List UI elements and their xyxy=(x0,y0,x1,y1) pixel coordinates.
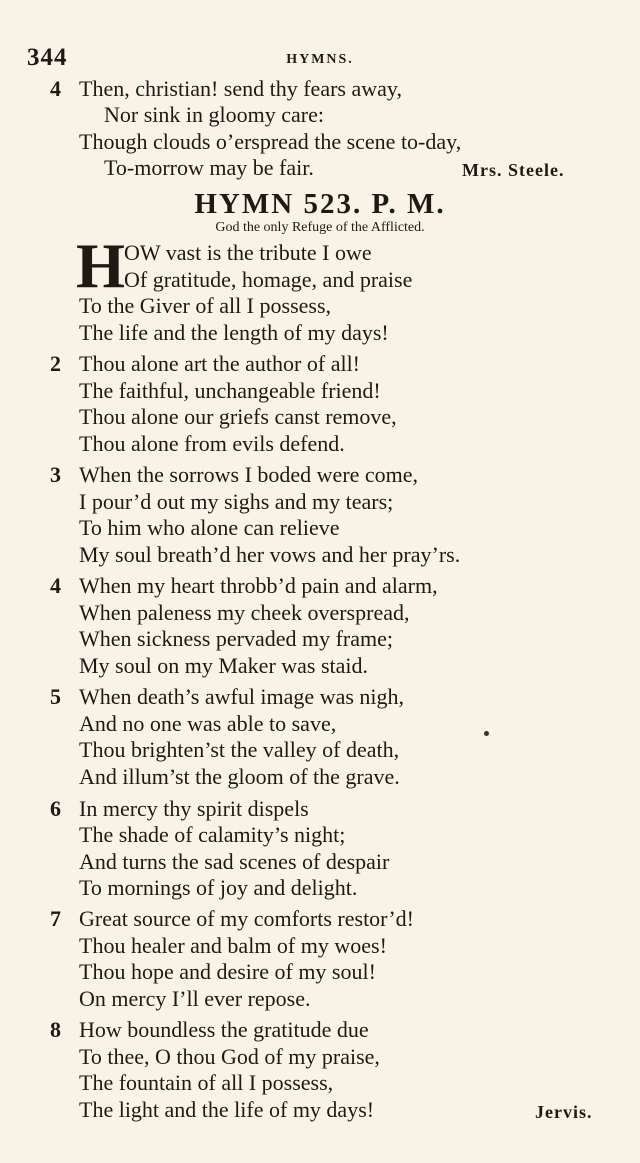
verse-line: My soul on my Maker was staid. xyxy=(79,653,369,678)
verse-line: OW vast is the tribute I owe xyxy=(124,240,372,265)
verse-line: To mornings of joy and delight. xyxy=(79,875,358,900)
verse-line: When paleness my cheek overspread, xyxy=(79,600,410,625)
verse-line: Thou alone from evils defend. xyxy=(79,431,345,456)
verse-line: And no one was able to save, xyxy=(79,711,337,736)
verse-number: 2 xyxy=(50,351,61,376)
verse-line: When sickness pervaded my frame; xyxy=(79,626,393,651)
verse-line: Of gratitude, homage, and praise xyxy=(124,267,413,292)
verse-line: To-morrow may be fair. xyxy=(104,155,314,180)
verse-line: The life and the length of my days! xyxy=(79,320,389,345)
verse-line: To the Giver of all I possess, xyxy=(79,293,332,318)
verse-line: The light and the life of my days! xyxy=(79,1097,375,1122)
author-attribution: Jervis. xyxy=(535,1102,593,1122)
verse-line: Thou hope and desire of my soul! xyxy=(79,959,376,984)
verse-line: To thee, O thou God of my praise, xyxy=(79,1044,380,1069)
verse-line: How boundless the gratitude due xyxy=(79,1017,369,1042)
verse-line: Thou brighten’st the valley of death, xyxy=(79,737,400,762)
hymn-title: HYMN 523. P. M. xyxy=(194,188,446,220)
verse-line: When death’s awful image was nigh, xyxy=(79,684,405,709)
page-header xyxy=(0,44,640,74)
verse-line: Nor sink in gloomy care: xyxy=(104,102,324,127)
verse-number: 4 xyxy=(50,76,61,101)
verse-line: When my heart throbb’d pain and alarm, xyxy=(79,573,438,598)
hymn-subtitle: God the only Refuge of the Afflicted. xyxy=(215,220,425,235)
running-head: HYMNS. xyxy=(286,52,354,67)
verse-number: 4 xyxy=(50,573,61,598)
verse-line: Great source of my comforts restor’d! xyxy=(79,906,414,931)
verse-line: Thou healer and balm of my woes! xyxy=(79,933,387,958)
verse-line: The shade of calamity’s night; xyxy=(79,822,346,847)
verse-line: Though clouds o’erspread the scene to-day, xyxy=(79,129,462,154)
verse-line: Thou alone our griefs canst remove, xyxy=(79,404,397,429)
verse-line: And turns the sad scenes of despair xyxy=(79,849,390,874)
drop-cap: H xyxy=(76,231,126,301)
verse-line: When the sorrows I boded were come, xyxy=(79,462,419,487)
ink-speck xyxy=(484,731,489,736)
verse-line: And illum’st the gloom of the grave. xyxy=(79,764,400,789)
verse-line: To him who alone can relieve xyxy=(79,515,340,540)
page-number: 344 xyxy=(27,44,68,71)
verse-line: In mercy thy spirit dispels xyxy=(79,796,309,821)
verse-number: 8 xyxy=(50,1017,61,1042)
verse-line: The fountain of all I possess, xyxy=(79,1070,334,1095)
verse-line: Then, christian! send thy fears away, xyxy=(79,76,402,101)
verse-line: My soul breath’d her vows and her pray’rs. xyxy=(79,542,461,567)
author-attribution: Mrs. Steele. xyxy=(462,160,565,180)
verse-number: 3 xyxy=(50,462,61,487)
verse-number: 6 xyxy=(50,796,61,821)
verse-line: I pour’d out my sighs and my tears; xyxy=(79,489,394,514)
verse-number: 7 xyxy=(50,906,61,931)
verse-line: Thou alone art the author of all! xyxy=(79,351,361,376)
verse-line: On mercy I’ll ever repose. xyxy=(79,986,311,1011)
verse-line: The faithful, unchangeable friend! xyxy=(79,378,381,403)
verse-number: 5 xyxy=(50,684,61,709)
